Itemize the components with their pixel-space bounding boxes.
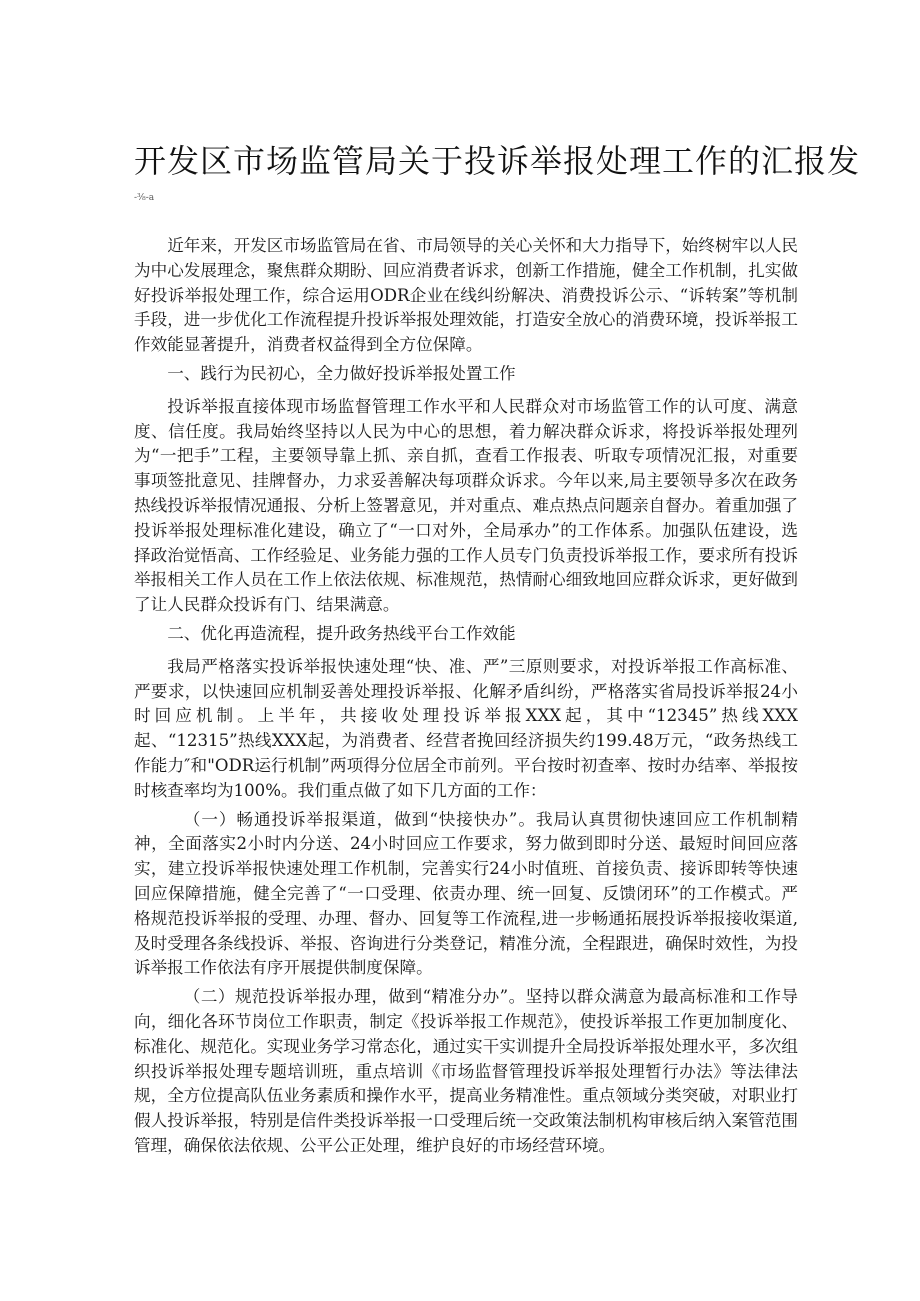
item-2-paragraph: （二）规范投诉举报办理，做到“精准分办”。坚持以群众满意为最高标准和工作导向，细化各环节岗位工作职责，制定《投诉举报工作规范》，使投诉举报工作更加制度化、标准化、规范化。实现业务学习常态化，通过实干实训提升全局投诉举报处理水平，多次组织投诉举报处理专题培训班，重点培训《市场监督管理投诉举报处理暂行办法》等法律法规，全方位提高队伍业务素质和操作水平，提高业务精准性。重点领域分类突破，对职业打假人投诉举报，特别是信件类投诉举报一口受理后统一交政策法制机构审核后纳入案管范围管理，确保依法依规、公平公正处理，维护良好的市场经营环境。 [134,987,798,1155]
document-subtitle: -⅜-a [134,193,155,203]
document-body [134,234,798,1163]
section-heading-2: 二、优化再造流程，提升政务热线平台工作效能 [167,623,516,643]
section-2-paragraph: 我局严格落实投诉举报快速处理“快、准、严”三原则要求，对投诉举报工作高标准、严要求，以快速回应机制妥善处理投诉举报、化解矛盾纠纷，严格落实省局投诉举报24小时回应机制。上半年，共接收处理投诉举报XXX起，其中“12345”热线XXX起、“12315”热线XXX起，为消费者、经营者挽回经济损失约199.48万元，“政务热线工作能力″和"ODR运行机制”两项得分位居全市前列。平台按时初查率、按时办结率、举报按时核查率均为100%。我们重点做了如下几方面的工作： [134,656,798,800]
document-title: 开发区市场监管局关于投诉举报处理工作的汇报发 [134,142,861,180]
intro-paragraph: 近年来，开发区市场监管局在省、市局领导的关心关怀和大力指导下，始终树牢以人民为中心发展理念，聚焦群众期盼、回应消费者诉求，创新工作措施，健全工作机制，扎实做好投诉举报处理工作，综合运用ODR企业在线纠纷解决、消费投诉公示、“诉转案”等机制手段，进一步优化工作流程提升投诉举报处理效能，打造安全放心的消费环境，投诉举报工作效能显著提升，消费者权益得到全方位保障。 [134,236,798,355]
section-1-paragraph: 投诉举报直接体现市场监督管理工作水平和人民群众对市场监管工作的认可度、满意度、信任度。我局始终坚持以人民为中心的思想，着力解决群众诉求，将投诉举报处理列为“一把手”工程，主要领导靠上抓、亲自抓，查看工作报表、听取专项情况汇报，对重要事项签批意见、挂牌督办，力求妥善解决每项群众诉求。今年以来,局主要领导多次在政务热线投诉举报情况通报、分析上签署意见，并对重点、难点热点问题亲自督办。着重加强了投诉举报处理标准化建设，确立了“一口对外，全局承办”的工作体系。加强队伍建设，选择政治觉悟高、工作经验足、业务能力强的工作人员专门负责投诉举报工作，要求所有投诉举报相关工作人员在工作上依法依规、标准规范，热情耐心细致地回应群众诉求，更好做到了让人民群众投诉有门、结果满意。 [134,396,798,615]
item-1-paragraph: （一）畅通投诉举报渠道，做到“快接快办”。我局认真贯彻快速回应工作机制精神，全面落实2小时内分送、24小时回应工作要求，努力做到即时分送、最短时间回应落实，建立投诉举报快速处理工作机制，完善实行24小时值班、首接负责、接诉即转等快速回应保障措施，健全完善了“一口受理、依责办理、统一回复、反馈闭环”的工作模式。严格规范投诉举报的受理、办理、督办、回复等工作流程,进一步畅通拓展投诉举报接收渠道,及时受理各条线投诉、举报、咨询进行分类登记，精准分流，全程跟进，确保时效性，为投诉举报工作依法有序开展提供制度保障。 [134,809,798,978]
section-heading-1: 一、践行为民初心，全力做好投诉举报处置工作 [167,363,516,383]
